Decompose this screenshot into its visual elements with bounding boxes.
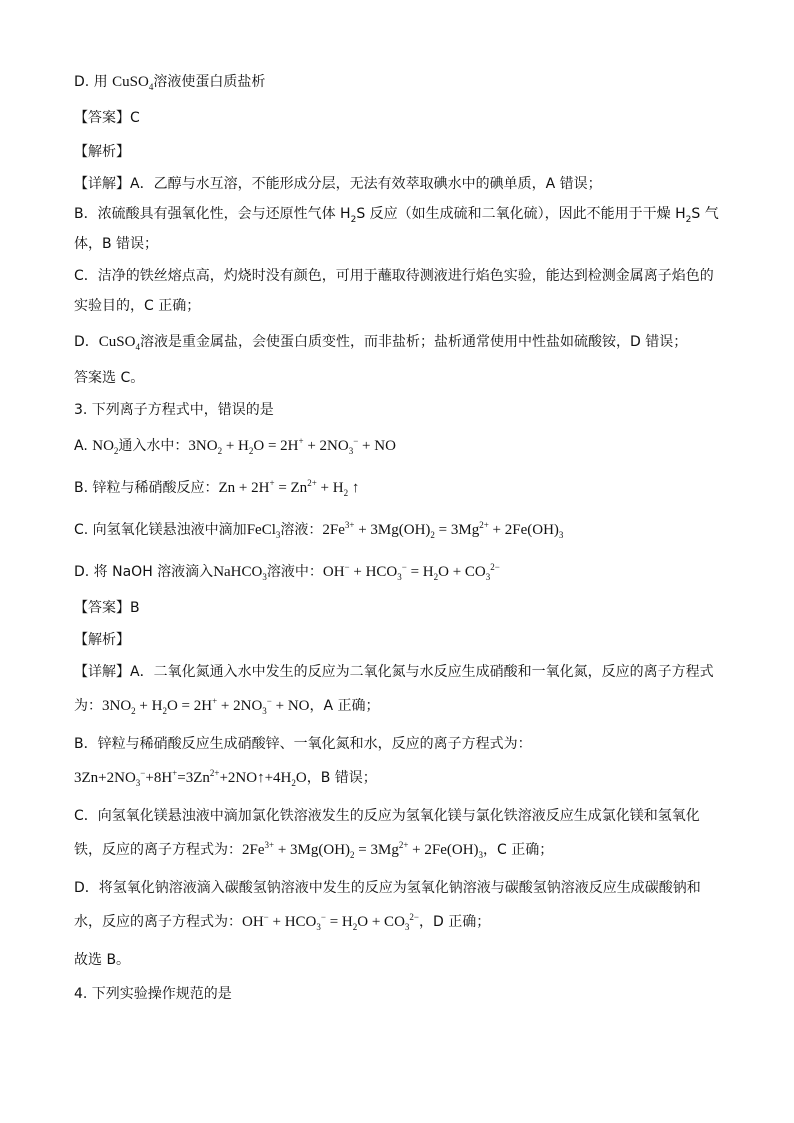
- equation: $3NO_2 + H_2O = 2H^+ + 2NO_3^-$ + NO: [102, 696, 310, 716]
- text: 溶液是重金属盐，会使蛋白质变性，而非盐析；盐析通常使用中性盐如硫酸铵，D 错误；: [139, 334, 688, 350]
- explanation-line: [74, 768, 377, 788]
- text: 通入水中：: [118, 438, 189, 454]
- subscript: 2: [350, 214, 357, 225]
- subscript: 2: [685, 214, 692, 225]
- text: 为：: [74, 698, 102, 714]
- formula: $NO_2$: [92, 438, 119, 456]
- text: ，D 正确；: [418, 914, 491, 930]
- text: S 气: [691, 206, 719, 222]
- equation: $OH^- + HCO_3^- = H_2O + CO_3^{2-}$: [322, 562, 500, 582]
- text: 溶液：: [280, 522, 323, 538]
- question-title: 3. 下列离子方程式中，错误的是: [74, 402, 274, 418]
- text: S 反应（如生成硫和二氧化硫），因此不能用于干燥 H: [356, 206, 686, 222]
- text: CuSO: [98, 334, 136, 350]
- question-title: 4. 下列实验操作规范的是: [74, 986, 232, 1002]
- text: 水，反应的离子方程式为：: [74, 914, 242, 930]
- explanation-line: [74, 912, 490, 932]
- text: ，C 正确；: [483, 842, 554, 858]
- text: ，A 正确；: [309, 698, 380, 714]
- explanation-line: 实验目的，C 正确；: [74, 298, 201, 314]
- explanation-line: [74, 204, 719, 224]
- text: C. 向氢氧化镁悬浊液中滴加: [74, 522, 247, 538]
- text: B．浓硫酸具有强氧化性，会与还原性气体 H: [74, 206, 351, 222]
- text: A.: [74, 438, 88, 454]
- equation: $3Zn+2NO_3^-+8H^+=3Zn^{2+}+2NO↑+4H_2O$: [74, 768, 307, 788]
- explanation-line: [74, 696, 380, 716]
- option-d: [74, 562, 500, 582]
- equation: $2Fe^{3+} + 3Mg(OH)_2 = 3Mg^{2+} + 2Fe(OH)_3$: [322, 520, 564, 540]
- explanation-line: D．将氢氧化钠溶液滴入碳酸氢钠溶液中发生的反应为氢氧化钠溶液与碳酸氢钠溶液反应生成碳酸钠和: [74, 880, 701, 896]
- analysis-label: 【解析】: [74, 144, 130, 160]
- explanation-line: 答案选 C。: [74, 370, 145, 386]
- explanation-line: 故选 B。: [74, 952, 131, 968]
- explanation-line: C．向氢氧化镁悬浊液中滴加氯化铁溶液发生的反应为氢氧化镁与氯化铁溶液反应生成氯化镁和氢氧化: [74, 808, 700, 824]
- explanation-line: [74, 332, 687, 352]
- explanation-line: 【详解】A．乙醇与水互溶，不能形成分层，无法有效萃取碘水中的碘单质，A 错误；: [74, 176, 602, 192]
- text: ，B 错误；: [306, 770, 377, 786]
- text: D．: [74, 334, 99, 350]
- equation: $3NO_2 + H_2O = 2H^+ + 2NO_3^-$ + NO: [188, 436, 396, 456]
- explanation-line: [74, 840, 553, 860]
- equation: $OH^- + HCO_3^- = H_2O + CO_3^{2-}$: [242, 912, 419, 932]
- explanation-line: 体，B 错误；: [74, 236, 159, 252]
- option-b: [74, 478, 359, 498]
- explanation-line: C．洁净的铁丝熔点高，灼烧时没有颜色，可用于蘸取待测液进行焰色实验，能达到检测金属离子焰色的: [74, 268, 714, 284]
- subscript: 4: [148, 82, 154, 92]
- text: B. 锌粒与稀硝酸反应：: [74, 480, 219, 496]
- subscript: 4: [135, 342, 140, 352]
- answer-label: 【答案】C: [74, 110, 140, 126]
- formula: [112, 74, 153, 90]
- formula: FeCl$_3$: [246, 522, 281, 540]
- text: 铁，反应的离子方程式为：: [74, 842, 242, 858]
- text: D. 用: [74, 74, 108, 90]
- analysis-label: 【解析】: [74, 632, 130, 648]
- text: D. 将 NaOH 溶液滴入: [74, 564, 214, 580]
- equation: $Zn + 2H^+ = Zn^{2+} + H_2$ ↑: [218, 478, 360, 498]
- formula: [99, 334, 140, 350]
- formula: NaHCO$_3$: [213, 564, 267, 582]
- text: CuSO: [112, 74, 149, 90]
- option-c: [74, 520, 563, 540]
- explanation-line: 【详解】A．二氧化氮通入水中发生的反应为二氧化氮与水反应生成硝酸和一氧化氮，反应的离子方程式: [74, 664, 714, 680]
- equation: $2Fe^{3+} + 3Mg(OH)_2 = 3Mg^{2+} + 2Fe(OH)_3$: [242, 840, 484, 860]
- answer-label: 【答案】B: [74, 600, 140, 616]
- option-d-line: [74, 72, 265, 92]
- text: 溶液使蛋白质盐析: [153, 74, 266, 90]
- explanation-line: B．锌粒与稀硝酸反应生成硝酸锌、一氧化氮和水，反应的离子方程式为：: [74, 736, 532, 752]
- text: 溶液中：: [266, 564, 323, 580]
- option-a: [74, 436, 396, 456]
